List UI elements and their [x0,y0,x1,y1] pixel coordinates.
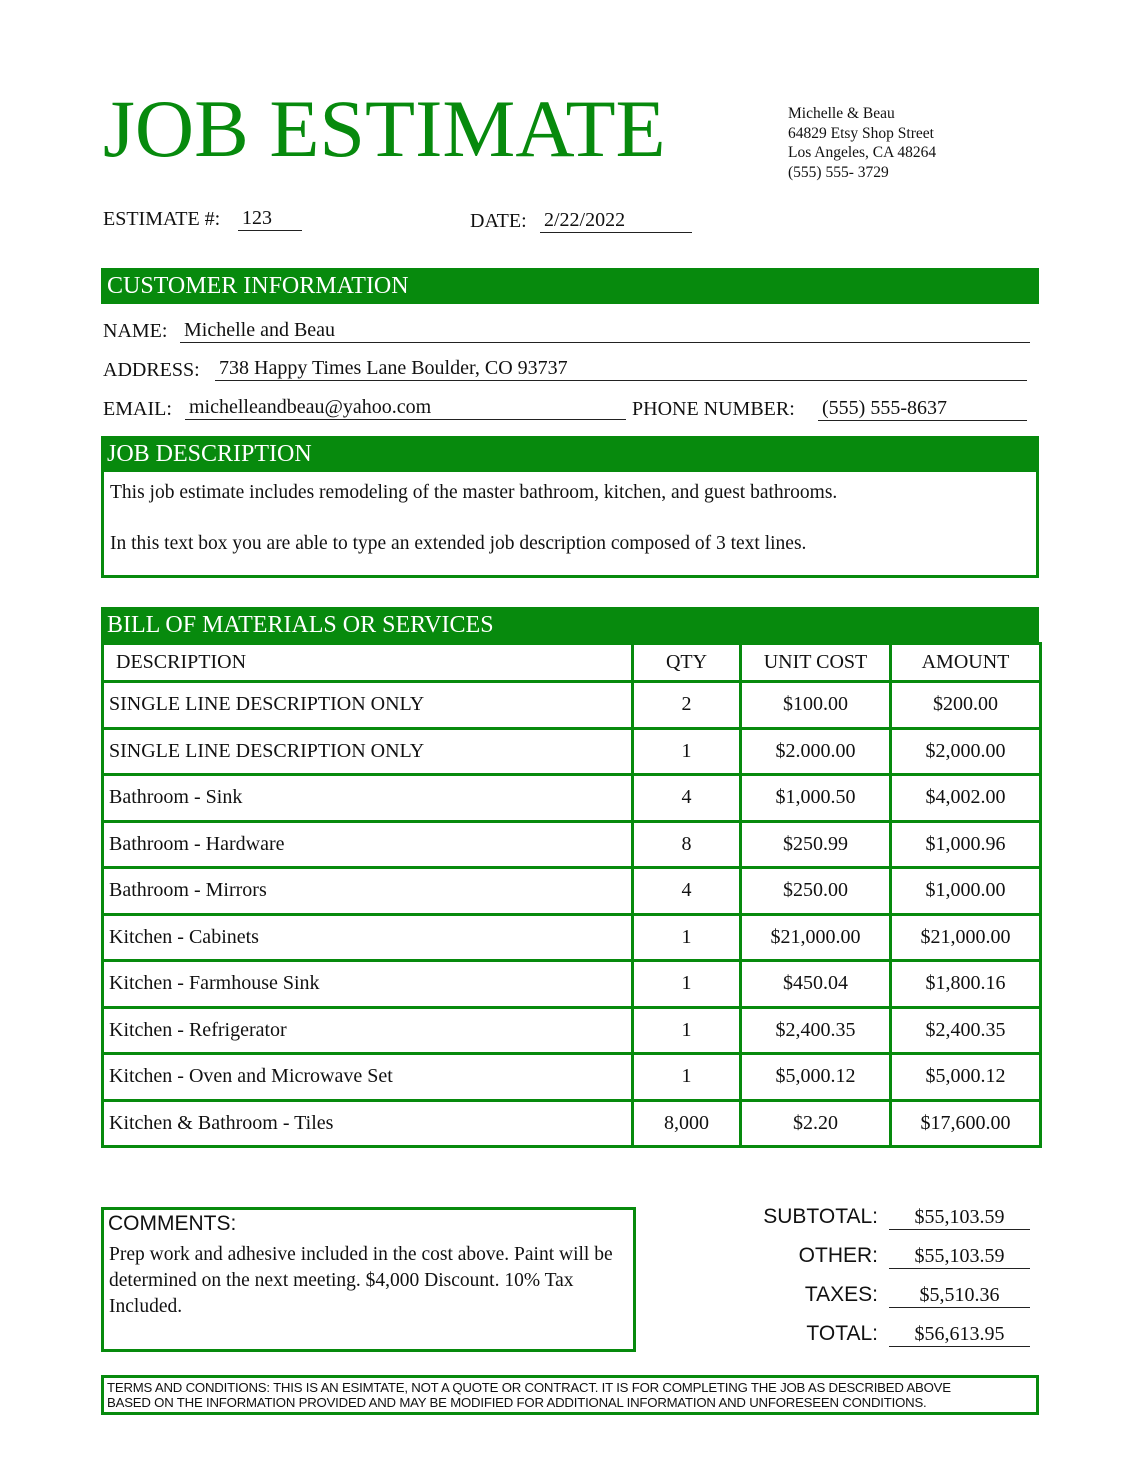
comments-box[interactable] [101,1207,636,1352]
total-value[interactable]: $56,613.95 [889,1322,1030,1347]
column-header-unit-cost: UNIT COST [741,644,891,682]
cell-unit-cost[interactable]: $2.20 [741,1100,891,1147]
cell-amount[interactable]: $2,400.35 [891,1007,1041,1054]
table-row [103,914,1041,961]
customer-address-field[interactable]: 738 Happy Times Lane Boulder, CO 93737 [215,356,1027,381]
cell-amount[interactable]: $1,000.96 [891,821,1041,868]
subtotal-value[interactable]: $55,103.59 [889,1205,1030,1230]
table-row [103,821,1041,868]
cell-qty[interactable]: 1 [633,728,741,775]
total-label: TOTAL: [806,1322,878,1345]
total-row [700,1322,1030,1352]
cell-qty[interactable]: 8,000 [633,1100,741,1147]
company-city: Los Angeles, CA 48264 [788,144,937,161]
cell-amount[interactable]: $2,000.00 [891,728,1041,775]
cell-amount[interactable]: $1,000.00 [891,868,1041,915]
bill-of-materials-header: BILL OF MATERIALS OR SERVICES [101,607,1039,644]
comments-title: COMMENTS: [108,1212,237,1235]
date-label: DATE: [470,210,527,232]
cell-qty[interactable]: 1 [633,914,741,961]
subtotal-label: SUBTOTAL: [763,1205,878,1228]
cell-unit-cost[interactable]: $2.000.00 [741,728,891,775]
table-row [103,961,1041,1008]
cell-description[interactable]: Kitchen & Bathroom - Tiles [103,1100,633,1147]
bill-of-materials-table [101,642,1042,1148]
cell-description[interactable]: Bathroom - Mirrors [103,868,633,915]
terms-and-conditions [101,1375,1039,1415]
table-row [103,1054,1041,1101]
column-header-description: DESCRIPTION [103,644,633,682]
comments-text: Prep work and adhesive included in the cost above. Paint will be determined on the next meeting. $4,000 Discount. 10% Tax Included. [109,1244,613,1317]
cell-amount[interactable]: $200.00 [891,682,1041,729]
job-description-box[interactable] [101,472,1039,578]
cell-amount[interactable]: $1,800.16 [891,961,1041,1008]
job-description-line: This job estimate includes remodeling of the master bathroom, kitchen, and guest bathrooms. [110,482,838,503]
estimate-number-label: ESTIMATE #: [103,208,221,230]
cell-qty[interactable]: 1 [633,1054,741,1101]
taxes-label: TAXES: [804,1283,878,1306]
table-row [103,1007,1041,1054]
document-title: JOB ESTIMATE [103,83,666,174]
cell-description[interactable]: Kitchen - Oven and Microwave Set [103,1054,633,1101]
customer-phone-field[interactable]: (555) 555-8637 [818,396,1027,421]
cell-amount[interactable]: $21,000.00 [891,914,1041,961]
table-row [103,1100,1041,1147]
cell-unit-cost[interactable]: $21,000.00 [741,914,891,961]
terms-line: BASED ON THE INFORMATION PROVIDED AND MAY BE MODIFIED FOR ADDITIONAL INFORMATION AND UNFORESEEN CONDITIONS. [107,1395,927,1410]
cell-description[interactable]: Bathroom - Hardware [103,821,633,868]
column-header-amount: AMOUNT [891,644,1041,682]
cell-unit-cost[interactable]: $250.00 [741,868,891,915]
cell-unit-cost[interactable]: $2,400.35 [741,1007,891,1054]
company-address-block [788,104,936,182]
table-row [103,728,1041,775]
address-label: ADDRESS: [103,359,200,381]
cell-unit-cost[interactable]: $250.99 [741,821,891,868]
cell-qty[interactable]: 1 [633,1007,741,1054]
phone-number-label: PHONE NUMBER: [632,398,795,420]
other-label: OTHER: [798,1244,878,1267]
table-header-row [103,644,1041,682]
company-street: 64829 Etsy Shop Street [788,124,934,142]
estimate-number-field[interactable]: 123 [238,206,302,231]
cell-qty[interactable]: 4 [633,775,741,822]
cell-unit-cost[interactable]: $450.04 [741,961,891,1008]
date-field[interactable]: 2/22/2022 [540,208,692,233]
cell-amount[interactable]: $4,002.00 [891,775,1041,822]
table-row [103,868,1041,915]
cell-qty[interactable]: 8 [633,821,741,868]
subtotal-row [700,1205,1030,1235]
customer-email-field[interactable]: michelleandbeau@yahoo.com [185,395,626,420]
company-name: Michelle & Beau [788,105,895,122]
cell-description[interactable]: SINGLE LINE DESCRIPTION ONLY [103,682,633,729]
cell-unit-cost[interactable]: $5,000.12 [741,1054,891,1101]
column-header-qty: QTY [633,644,741,682]
table-row [103,775,1041,822]
email-label: EMAIL: [103,398,172,420]
cell-description[interactable]: Kitchen - Farmhouse Sink [103,961,633,1008]
cell-description[interactable]: SINGLE LINE DESCRIPTION ONLY [103,728,633,775]
cell-description[interactable]: Kitchen - Refrigerator [103,1007,633,1054]
other-row [700,1244,1030,1274]
other-value[interactable]: $55,103.59 [889,1244,1030,1269]
cell-qty[interactable]: 1 [633,961,741,1008]
customer-information-header: CUSTOMER INFORMATION [101,268,1039,304]
taxes-row [700,1283,1030,1313]
job-description-line: In this text box you are able to type an extended job description composed of 3 text lines. [110,533,807,554]
cell-amount[interactable]: $17,600.00 [891,1100,1041,1147]
cell-unit-cost[interactable]: $100.00 [741,682,891,729]
job-description-header: JOB DESCRIPTION [101,436,1039,472]
taxes-value[interactable]: $5,510.36 [889,1283,1030,1308]
terms-line: TERMS AND CONDITIONS: THIS IS AN ESIMTATE, NOT A QUOTE OR CONTRACT. IT IS FOR COMPLETING THE JOB AS DESCRIBED ABOVE [107,1380,951,1395]
customer-name-field[interactable]: Michelle and Beau [180,318,1030,343]
table-row [103,682,1041,729]
cell-qty[interactable]: 2 [633,682,741,729]
company-phone: (555) 555- 3729 [788,163,889,181]
name-label: NAME: [103,320,168,342]
cell-description[interactable]: Kitchen - Cabinets [103,914,633,961]
cell-amount[interactable]: $5,000.12 [891,1054,1041,1101]
cell-unit-cost[interactable]: $1,000.50 [741,775,891,822]
cell-description[interactable]: Bathroom - Sink [103,775,633,822]
cell-qty[interactable]: 4 [633,868,741,915]
